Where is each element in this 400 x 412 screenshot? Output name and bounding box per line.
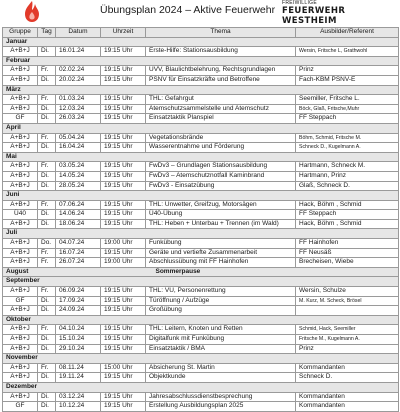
table-row (3, 171, 399, 181)
month-label: Oktober (3, 315, 399, 325)
month-label: August (3, 267, 146, 277)
cell-instructor: Böhm, Schmid, Fritsche M. (296, 133, 399, 143)
month-header-row (3, 152, 399, 162)
cell-day: Fr. (38, 248, 56, 258)
cell-instructor: Schneck D., Kugelmann A. (296, 143, 399, 153)
table-row (3, 114, 399, 124)
cell-time: 19:15 Uhr (101, 66, 146, 76)
cell-day: Di. (38, 402, 56, 412)
cell-date: 14.06.24 (56, 210, 101, 220)
cell-group: A+B+J (3, 325, 38, 335)
cell-date: 28.05.24 (56, 181, 101, 191)
table-row (3, 210, 399, 220)
cell-instructor: Kommandanten (296, 402, 399, 412)
cell-topic: FwDv3 – Grundlagen Stationsausbildung (146, 162, 296, 172)
month-label: Juli (3, 229, 399, 239)
cell-day: Fr. (38, 200, 56, 210)
cell-group: A+B+J (3, 248, 38, 258)
month-header-row (3, 37, 399, 47)
cell-group: A+B+J (3, 181, 38, 191)
cell-time: 19:15 Uhr (101, 248, 146, 258)
cell-topic: Großübung (146, 306, 296, 316)
table-row (3, 258, 399, 268)
cell-time: 19:15 Uhr (101, 133, 146, 143)
cell-day: Di. (38, 335, 56, 345)
month-header-row (3, 277, 399, 287)
month-label: Januar (3, 37, 399, 47)
cell-day: Do. (38, 239, 56, 249)
table-row (3, 162, 399, 172)
table-row (3, 239, 399, 249)
cell-day: Fr. (38, 162, 56, 172)
table-row (3, 47, 399, 57)
cell-topic: PSNV für Einsatzkräfte und Betroffene (146, 75, 296, 85)
cell-group: A+B+J (3, 219, 38, 229)
table-body (3, 37, 399, 411)
cell-date: 18.06.24 (56, 219, 101, 229)
cell-day: Di. (38, 296, 56, 306)
cell-instructor: FF Hainhofen (296, 239, 399, 249)
cell-instructor: Brecheisen, Wiebe (296, 258, 399, 268)
cell-group: A+B+J (3, 133, 38, 143)
cell-date: 04.07.24 (56, 239, 101, 249)
table-row (3, 306, 399, 316)
cell-topic: Objektkunde (146, 373, 296, 383)
cell-group: A+B+J (3, 95, 38, 105)
table-row (3, 219, 399, 229)
cell-date: 17.09.24 (56, 296, 101, 306)
cell-time: 19:15 Uhr (101, 104, 146, 114)
cell-date: 12.03.24 (56, 104, 101, 114)
cell-day: Di. (38, 47, 56, 57)
cell-group: A+B+J (3, 47, 38, 57)
cell-date: 16.07.24 (56, 248, 101, 258)
cell-topic: Digitalfunk mit Funkübung (146, 335, 296, 345)
cell-date: 19.11.24 (56, 373, 101, 383)
cell-group: A+B+J (3, 335, 38, 345)
cell-date: 16.04.24 (56, 143, 101, 153)
cell-group: A+B+J (3, 392, 38, 402)
cell-day: Di. (38, 392, 56, 402)
cell-group: A+B+J (3, 104, 38, 114)
cell-topic: Funkübung (146, 239, 296, 249)
cell-instructor: Hartmann, Schneck M. (296, 162, 399, 172)
month-label: März (3, 85, 399, 95)
column-header: Tag (38, 28, 56, 38)
cell-time: 19:15 Uhr (101, 287, 146, 297)
cell-day: Fr. (38, 133, 56, 143)
cell-topic: THL: Gefahrgut (146, 95, 296, 105)
cell-time: 19:15 Uhr (101, 402, 146, 412)
cell-topic: Atemschutzsammelstelle und Atemschutz (146, 104, 296, 114)
page-title: Übungsplan 2024 – Aktive Feuerwehr (100, 4, 276, 16)
table-row (3, 181, 399, 191)
cell-date: 03.05.24 (56, 162, 101, 172)
table-row (3, 392, 399, 402)
month-note: Sommerpause (146, 267, 399, 277)
cell-instructor: Hartmann, Prinz (296, 171, 399, 181)
month-header-row (3, 229, 399, 239)
cell-instructor: M. Kurz, M. Scheck, Brösel (296, 296, 399, 306)
cell-instructor: Kommandanten (296, 392, 399, 402)
organization-logo-text (282, 0, 392, 26)
cell-topic: Wasserentnahme und Förderung (146, 143, 296, 153)
cell-day: Di. (38, 143, 56, 153)
cell-topic: Erste-Hilfe: Stationsausbildung (146, 47, 296, 57)
cell-time: 19:15 Uhr (101, 344, 146, 354)
cell-time: 19:15 Uhr (101, 171, 146, 181)
cell-day: Fr. (38, 258, 56, 268)
month-header-row (3, 123, 399, 133)
cell-group: A+B+J (3, 363, 38, 373)
cell-day: Di. (38, 219, 56, 229)
fire-department-emblem-icon (18, 0, 46, 22)
month-label: November (3, 354, 399, 364)
cell-group: A+B+J (3, 200, 38, 210)
cell-instructor: Kommandanten (296, 363, 399, 373)
cell-date: 15.10.24 (56, 335, 101, 345)
cell-day: Di. (38, 306, 56, 316)
cell-time: 19:15 Uhr (101, 181, 146, 191)
month-label: Dezember (3, 382, 399, 392)
cell-day: Di. (38, 181, 56, 191)
cell-date: 29.10.24 (56, 344, 101, 354)
cell-date: 26.03.24 (56, 114, 101, 124)
cell-instructor: Prinz (296, 66, 399, 76)
cell-topic: FwDv3 - Einsatzübung (146, 181, 296, 191)
cell-time: 19:15 Uhr (101, 114, 146, 124)
table-row (3, 325, 399, 335)
cell-time: 15:00 Uhr (101, 363, 146, 373)
table-row (3, 95, 399, 105)
column-header: Thema (146, 28, 296, 38)
cell-group: A+B+J (3, 171, 38, 181)
table-header-row (3, 28, 399, 38)
column-header: Datum (56, 28, 101, 38)
cell-date: 08.11.24 (56, 363, 101, 373)
cell-instructor: Schmid, Hack, Seemiller (296, 325, 399, 335)
cell-instructor: Hack, Böhm , Schmid (296, 200, 399, 210)
cell-time: 19:00 Uhr (101, 258, 146, 268)
cell-instructor: FF Steppach (296, 114, 399, 124)
cell-date: 10.12.24 (56, 402, 101, 412)
cell-time: 19:15 Uhr (101, 95, 146, 105)
cell-date: 07.06.24 (56, 200, 101, 210)
table-row (3, 363, 399, 373)
month-header-row (3, 315, 399, 325)
table-row (3, 133, 399, 143)
cell-group: A+B+J (3, 373, 38, 383)
cell-day: Di. (38, 210, 56, 220)
cell-group: GF (3, 402, 38, 412)
table-row (3, 66, 399, 76)
table-row (3, 143, 399, 153)
month-header-row (3, 191, 399, 201)
cell-date: 02.02.24 (56, 66, 101, 76)
organization-name: FEUERWEHR WESTHEIM (282, 6, 346, 26)
cell-date: 05.04.24 (56, 133, 101, 143)
cell-day: Di. (38, 373, 56, 383)
cell-day: Fr. (38, 287, 56, 297)
month-label: September (3, 277, 399, 287)
cell-topic: THL: Unwetter, Greifzug, Motorsägen (146, 200, 296, 210)
cell-day: Fr. (38, 325, 56, 335)
table-row (3, 104, 399, 114)
month-label: Februar (3, 56, 399, 66)
cell-topic: Türöffnung / Aufzüge (146, 296, 296, 306)
table-row (3, 344, 399, 354)
cell-time: 19:00 Uhr (101, 239, 146, 249)
training-schedule-table (2, 27, 399, 412)
cell-topic: FwDv3 – Atemschutznotfall Kaminbrand (146, 171, 296, 181)
cell-group: A+B+J (3, 75, 38, 85)
cell-time: 19:15 Uhr (101, 392, 146, 402)
cell-topic: Einsatztaktik / BMA (146, 344, 296, 354)
cell-day: Di. (38, 114, 56, 124)
cell-group: A+B+J (3, 239, 38, 249)
month-header-row (3, 354, 399, 364)
column-header: Uhrzeit (101, 28, 146, 38)
cell-time: 19:15 Uhr (101, 162, 146, 172)
cell-instructor: FF Steppach (296, 210, 399, 220)
cell-topic: Ü40-Übung (146, 210, 296, 220)
cell-instructor: Seemiller, Fritsche L. (296, 95, 399, 105)
cell-topic: Erstellung Ausbildungsplan 2025 (146, 402, 296, 412)
cell-topic: Absicherung St. Martin (146, 363, 296, 373)
cell-group: Ü40 (3, 210, 38, 220)
table-row (3, 287, 399, 297)
table-row (3, 248, 399, 258)
cell-instructor: Prinz (296, 344, 399, 354)
month-label: Juni (3, 191, 399, 201)
table-row (3, 296, 399, 306)
month-label: April (3, 123, 399, 133)
month-header-row (3, 267, 399, 277)
cell-time: 19:15 Uhr (101, 296, 146, 306)
cell-group: A+B+J (3, 162, 38, 172)
cell-day: Fr. (38, 95, 56, 105)
cell-instructor: Wersin, Schulze (296, 287, 399, 297)
cell-date: 26.07.24 (56, 258, 101, 268)
month-label: Mai (3, 152, 399, 162)
cell-date: 01.03.24 (56, 95, 101, 105)
cell-date: 14.05.24 (56, 171, 101, 181)
table-row (3, 373, 399, 383)
column-header: Ausbilder/Referent (296, 28, 399, 38)
organization-subtitle: FREIWILLIGE (282, 0, 317, 6)
cell-time: 19:15 Uhr (101, 200, 146, 210)
cell-instructor (296, 306, 399, 316)
cell-day: Di. (38, 171, 56, 181)
cell-group: A+B+J (3, 287, 38, 297)
cell-instructor: FF Neusäß (296, 248, 399, 258)
cell-topic: Jahresabschlussdienstbesprechung (146, 392, 296, 402)
cell-day: Fr. (38, 363, 56, 373)
cell-time: 19:15 Uhr (101, 47, 146, 57)
cell-topic: THL: VU, Personenrettung (146, 287, 296, 297)
cell-date: 20.02.24 (56, 75, 101, 85)
cell-topic: Vegetationsbrände (146, 133, 296, 143)
cell-time: 19:15 Uhr (101, 325, 146, 335)
cell-date: 16.01.24 (56, 47, 101, 57)
cell-day: Di. (38, 344, 56, 354)
cell-date: 03.12.24 (56, 392, 101, 402)
table-row (3, 75, 399, 85)
cell-instructor: Glaß, Schneck D. (296, 181, 399, 191)
cell-day: Di. (38, 75, 56, 85)
cell-group: A+B+J (3, 143, 38, 153)
cell-time: 19:15 Uhr (101, 219, 146, 229)
cell-group: A+B+J (3, 344, 38, 354)
cell-instructor: Böck, Glaß, Fritsche,Muhr (296, 104, 399, 114)
cell-day: Di. (38, 104, 56, 114)
cell-time: 19:15 Uhr (101, 373, 146, 383)
cell-instructor: Fach-KBM PSNV-E (296, 75, 399, 85)
cell-instructor: Schneck D. (296, 373, 399, 383)
cell-time: 19:15 Uhr (101, 306, 146, 316)
cell-topic: Geräte und vertiefte Zusammenarbeit (146, 248, 296, 258)
cell-topic: Einsatztaktik Planspiel (146, 114, 296, 124)
cell-time: 19:15 Uhr (101, 335, 146, 345)
cell-topic: Abschlussübung mit FF Hainhofen (146, 258, 296, 268)
cell-instructor: Fritsche M., Kugelmann A. (296, 335, 399, 345)
cell-date: 04.10.24 (56, 325, 101, 335)
cell-instructor: Hack, Böhm , Schmid (296, 219, 399, 229)
cell-day: Fr. (38, 66, 56, 76)
cell-topic: THL: Leitern, Knoten und Retten (146, 325, 296, 335)
cell-time: 19:15 Uhr (101, 143, 146, 153)
month-header-row (3, 85, 399, 95)
cell-group: GF (3, 114, 38, 124)
cell-time: 19:15 Uhr (101, 210, 146, 220)
cell-topic: THL: Heben + Unterbau + Trennen (im Wald) (146, 219, 296, 229)
month-header-row (3, 56, 399, 66)
cell-time: 19:15 Uhr (101, 75, 146, 85)
cell-group: A+B+J (3, 258, 38, 268)
cell-group: A+B+J (3, 306, 38, 316)
cell-topic: UVV, Blaulichtbelehrung, Rechtsgrundlagen (146, 66, 296, 76)
cell-group: A+B+J (3, 66, 38, 76)
table-row (3, 335, 399, 345)
month-header-row (3, 382, 399, 392)
table-row (3, 200, 399, 210)
cell-instructor: Wersin, Fritsche L, Grathwohl (296, 47, 399, 57)
table-row (3, 402, 399, 412)
cell-date: 24.09.24 (56, 306, 101, 316)
cell-group: GF (3, 296, 38, 306)
cell-date: 06.09.24 (56, 287, 101, 297)
column-header: Gruppe (3, 28, 38, 38)
